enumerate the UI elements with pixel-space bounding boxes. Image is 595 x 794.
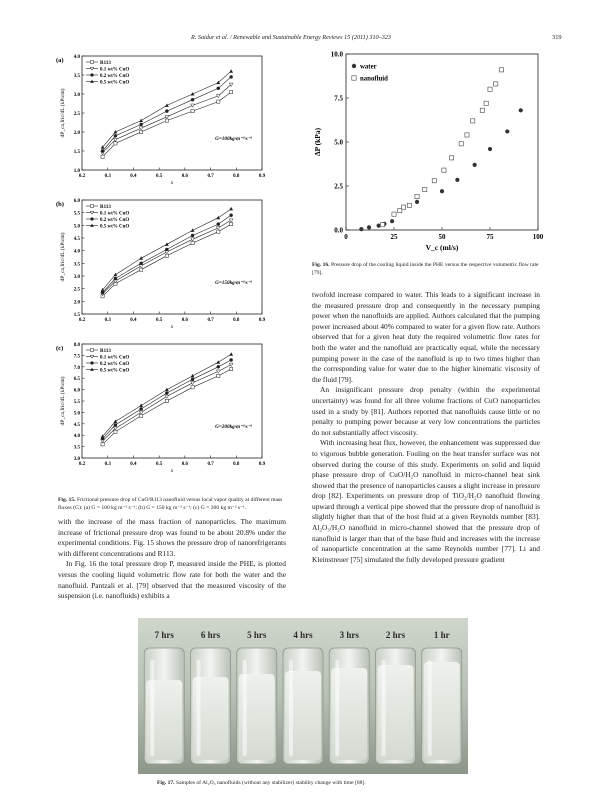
data-point [101,149,104,152]
series-line-0 [103,224,232,296]
legend-label: R113 [100,204,111,210]
x-tick-label: 0 [344,233,348,241]
y-tick-label: 5.0 [73,411,80,417]
y-tick-label: 2.0 [73,300,80,306]
y-tick-label: 6.5 [73,377,80,383]
y-tick-label: 0.0 [334,226,343,235]
x-tick-label: 75 [486,233,494,241]
right-paragraph-3: With increasing heat flux, however, the enhancement was suppressed due to vigorous bubble generation. Fouling on the heat transfer surface was not observed during the course of this study. Experiments on solid and liquid phase pressure drop of CuO/H₂O nanofluid in micro-channel heat sink showed that the presence of nanoparticles causes a slight increase in pressure drop [82]. Experiments on pressure drop of TiO₂/H₂O nanofluid flowing upward through a vertical pipe showed that the pressure drop of nanofluid is slightly higher than that of the host fluid at a given Reynolds number [83]. Al₂O₃/H₂O nanofluid in micro-channel showed that the pressure drop of nanofluid is larger than that of the base fluid and increases with the increase of nanoparticle concentration at the same Reynolds number [77]. Li and Kleinstreuer [75] simulated the fully developed pressure gradient [312,438,540,564]
nanofluid-point [494,82,498,86]
data-point [191,378,194,381]
glass-highlight [289,660,293,756]
x-tick-label: 0.2 [78,318,86,323]
data-point [216,370,220,373]
data-point [165,119,168,122]
y-tick-label: 7.5 [73,354,80,360]
x-tick-label: 0.6 [181,318,188,323]
time-label: 7 hrs [154,630,174,640]
x-axis-label: x [170,180,174,186]
data-point [139,262,142,265]
right-paragraph-1: twofold increase compared to water. This leads to a significant increase in the measured pressure drop and consequently in the necessary pumping power when the nanofluids are applied. Authors calculated that the pumping power increased about 40% compared to water for a given flow rate. Authors observed that for a given heat duty the required volumetric flow rates for both the water and the nanofluid are practically equal, while the necessary pumping power in the case of the nanofluid is up to two times higher than the corresponding value for water due to the higher kinematic viscosity of the fluid [79]. [312,290,541,384]
data-point [139,404,143,408]
data-point [114,423,117,426]
time-label: 5 hrs [247,630,267,640]
y-tick-label: 2.5 [334,182,343,191]
data-point [165,242,169,246]
legend-label-nanofluid: nanofluid [360,75,388,83]
data-point [217,87,220,90]
data-point [165,254,168,257]
figure-15-chart [58,52,278,492]
time-label: 3 hrs [339,630,359,640]
data-point [229,219,233,222]
data-point [229,214,232,217]
figure-15 [58,52,278,492]
figure-17-caption-label: Fig. 17. [157,780,175,786]
legend-label: 0.2 wt% CuO [100,217,130,223]
figure-15-caption-label: Fig. 15. [58,497,76,503]
glass-highlight [382,660,386,756]
y-axis-label: dP_ca,fric/dL (kPa/m) [60,232,66,282]
legend-marker [90,73,93,76]
data-point [139,407,142,410]
nanofluid-point [380,223,384,227]
page-number: 319 [552,34,562,41]
right-paragraph-2: An insignificant pressure drop penalty (within the experimental uncertainty) was found for all three volume fractions of CuO nanoparticles used in a study by [81]. Authors reported that nanofluids cause little or no penalty to pumping power because at very low concentrations the particles do not substantially affect viscosity. [312,385,540,437]
legend-label: 0.2 wt% CuO [100,73,130,79]
legend-label-water: water [360,63,377,71]
figure-16-chart [306,48,546,260]
x-axis-label: V_c (ml/s) [425,243,459,252]
y-tick-label: 4.0 [73,434,80,440]
y-tick-label: 5.5 [73,400,80,405]
x-tick-label: 25 [390,233,398,241]
right-column-text [312,290,540,565]
x-tick-label: 0.7 [207,174,214,179]
data-point [140,268,143,271]
data-point [114,130,118,134]
nanofluid-point [465,133,469,137]
x-tick-label: 0.4 [130,174,137,179]
x-tick-label: 50 [438,233,446,241]
data-point [191,386,194,389]
y-tick-label: 1.5 [73,150,80,155]
data-point [165,109,168,112]
data-point [139,123,142,126]
nanofluid-point [488,87,492,91]
data-point [229,69,233,73]
y-tick-label: 3.0 [73,275,80,280]
y-tick-label: 2.5 [73,287,80,293]
y-tick-label: 4.5 [73,422,80,428]
y-tick-label: 2.0 [73,131,80,136]
left-paragraph-1: with the increase of the mass fraction of nanoparticles. The maximum increase of frictional pressure drop was found to be about 20.8% under the experimental conditions. Fig. 15 shows the pressure drop of nanorefrigerants with different concentrations and R113. [58,517,286,558]
running-header: R. Saidur et al. / Renewable and Sustainable Energy Reviews 15 (2011) 310–323 [191,34,392,41]
data-point [217,374,220,377]
nanofluid-point [407,203,411,207]
legend-label: 0.2 wt% CuO [100,361,130,367]
legend-label: 0.5 wt% CuO [100,368,130,374]
data-point [114,420,118,424]
x-tick-label: 0.8 [233,174,240,179]
legend-marker [90,217,93,220]
figure-16-caption-text: Pressure drop of the cooling liquid inside the PHE versus the respective volumetric flow rate [79]. [312,262,539,276]
data-point [216,226,220,229]
data-point [165,248,168,251]
water-point [415,200,419,204]
data-point [230,367,233,370]
y-tick-label: 7.5 [334,94,343,103]
water-point [488,147,492,151]
x-tick-label: 0.7 [207,318,214,323]
glass-highlight [150,660,154,756]
series-line-0 [103,369,232,444]
nanofluid-point [402,205,406,209]
figure-16-caption [312,262,540,277]
y-tick-label: 4.0 [73,55,80,60]
nanofluid-point [471,119,475,123]
x-tick-label: 0.9 [258,318,266,323]
x-tick-label: 0.2 [78,174,86,179]
nanofluid-point [499,68,503,72]
water-point [440,189,444,193]
mass-flux-annotation: G=100kg·m⁻²·s⁻¹ [215,136,252,142]
time-label: 6 hrs [200,630,221,640]
series-line-0 [103,92,232,157]
nanofluid-point [459,142,463,146]
data-point [217,222,220,225]
x-tick-label: 0.6 [181,174,188,179]
water-point [519,108,523,112]
x-tick-label: 0.8 [233,462,240,467]
y-tick-label: 8.0 [73,343,80,348]
left-column-text [58,517,286,602]
water-point [390,219,394,223]
data-point [216,216,220,220]
data-point [229,363,233,366]
legend-marker [90,361,93,364]
x-tick-label: 0.9 [258,462,266,467]
x-tick-label: 0.6 [181,462,188,467]
legend-marker [91,61,94,64]
data-point [191,228,195,232]
y-tick-label: 3.0 [73,457,80,462]
y-tick-label: 5.0 [334,138,343,147]
data-point [165,391,168,394]
panel-label: (c) [56,345,64,352]
figure-17-caption [157,780,477,788]
x-tick-label: 0.2 [78,462,86,467]
data-point [191,98,194,101]
data-point [140,130,143,133]
x-tick-label: 100 [532,233,544,241]
water-point [359,227,363,231]
data-point [217,100,220,103]
y-tick-label: 7.0 [73,365,80,371]
data-point [191,238,195,241]
nanofluid-point [415,194,419,198]
y-tick-label: 3.5 [73,262,80,268]
data-point [229,75,232,78]
y-tick-label: 3.5 [73,445,80,451]
water-point [367,225,371,229]
time-label: 4 hrs [293,630,313,640]
data-point [229,207,233,211]
x-tick-label: 0.5 [156,462,163,467]
x-tick-label: 0.5 [156,174,163,179]
figure-17-caption-text: Samples of Al₂O₃ nanofluids (without any stabilizer) stability change with time [88]. [175,780,366,786]
data-point [139,119,143,123]
data-point [191,241,194,244]
data-point [217,365,220,368]
data-point [165,115,169,118]
figure-17 [138,618,468,774]
y-tick-label: 1.5 [73,313,80,318]
data-point [229,352,233,356]
legend-marker-nanofluid [352,76,356,80]
panel-label: (a) [56,57,64,64]
x-tick-label: 0.5 [156,318,163,323]
time-label: 2 hrs [385,630,406,640]
data-point [191,381,195,384]
series-line-2 [103,77,232,151]
panel-label: (b) [56,201,64,208]
data-point [114,277,117,280]
nanofluid-point [392,212,396,216]
figure-15-caption-text: Frictional pressure drop of CuO/R113 nanofluid versus local vapor quality at different mass fluxes (G): (a) G = 100 kg m⁻² s⁻¹; (b) G = 150 kg m⁻² s⁻¹; (c) G = 200 kg m⁻² s⁻¹. [58,497,283,511]
data-point [139,256,143,260]
nanofluid-point [484,101,488,105]
data-point [165,395,169,398]
data-point [230,91,233,94]
legend-label: R113 [100,348,111,354]
data-point [101,155,104,158]
y-tick-label: 6.0 [73,388,80,394]
data-point [191,104,195,107]
x-axis-label: x [170,468,174,474]
water-point [455,178,459,182]
x-tick-label: 0.7 [207,462,214,467]
figure-17-photo [138,618,468,774]
data-point [229,358,232,361]
figure-16-caption-label: Fig. 16. [312,262,330,268]
x-tick-label: 0.4 [130,462,137,467]
legend-label: 0.1 wt% CuO [100,355,130,361]
y-tick-label: 5.5 [73,211,80,217]
legend-label: 0.5 wt% CuO [100,80,130,86]
x-axis-label: x [170,324,174,330]
legend-label: R113 [100,60,111,66]
y-tick-label: 4.5 [73,237,80,242]
x-tick-label: 0.3 [104,174,111,179]
legend-marker [91,205,94,208]
data-point [165,388,169,392]
y-tick-label: 5.0 [73,224,80,230]
mass-flux-annotation: G=200kg·m⁻²·s⁻¹ [215,424,252,430]
glass-highlight [335,660,339,756]
left-paragraph-2: In Fig. 16 the total pressure drop P, measured inside the PHE, is plotted versus the cooling liquid volumetric flow rate for both the water and the nanofluid. Pantzali et al. [79] observed that the measured viscosity of the suspension (i.e. nanofluids) exhibits a [58,559,286,601]
legend-marker-water [352,64,356,68]
data-point [114,273,118,277]
data-point [191,110,194,113]
y-axis-label: ΔP (kPa) [313,127,322,157]
figure-15-caption [58,497,286,512]
y-tick-label: 1.0 [73,169,80,174]
data-point [191,374,195,378]
legend-label: 0.1 wt% CuO [100,211,130,217]
nanofluid-point [450,156,454,160]
glass-highlight [197,660,201,756]
data-point [165,399,168,402]
mass-flux-annotation: G=150kg·m⁻²·s⁻¹ [215,280,252,286]
glass-highlight [428,660,432,756]
water-point [505,129,509,133]
y-tick-label: 6.0 [73,199,80,204]
y-tick-label: 4.0 [73,249,80,255]
y-tick-label: 3.5 [73,74,80,79]
water-point [473,163,477,167]
x-tick-label: 0.9 [258,174,266,179]
y-axis-label: dP_ca,fric/dL (kPa/m) [60,376,66,426]
y-tick-label: 3.0 [73,93,80,98]
x-tick-label: 0.3 [104,462,111,467]
legend-label: 0.1 wt% CuO [100,67,130,73]
data-point [114,134,117,137]
data-point [216,360,220,364]
nanofluid-point [423,187,427,191]
y-axis-label: dP_ca,fric/dL (kPa/m) [60,88,66,138]
x-tick-label: 0.4 [130,318,137,323]
data-point [230,222,233,225]
time-label: 1 hr [433,630,450,640]
data-point [191,234,194,237]
figure-16 [306,48,546,260]
data-point [139,411,143,414]
legend-marker [91,349,94,352]
x-tick-label: 0.3 [104,318,111,323]
y-tick-label: 10.0 [330,50,343,59]
legend-label: 0.5 wt% CuO [100,224,130,230]
data-point [217,230,220,233]
data-point [114,142,117,145]
nanofluid-point [480,108,484,112]
y-tick-label: 2.5 [73,112,80,117]
x-tick-label: 0.8 [233,318,240,323]
nanofluid-point [442,168,446,172]
glass-highlight [243,660,247,756]
nanofluid-point [432,179,436,183]
